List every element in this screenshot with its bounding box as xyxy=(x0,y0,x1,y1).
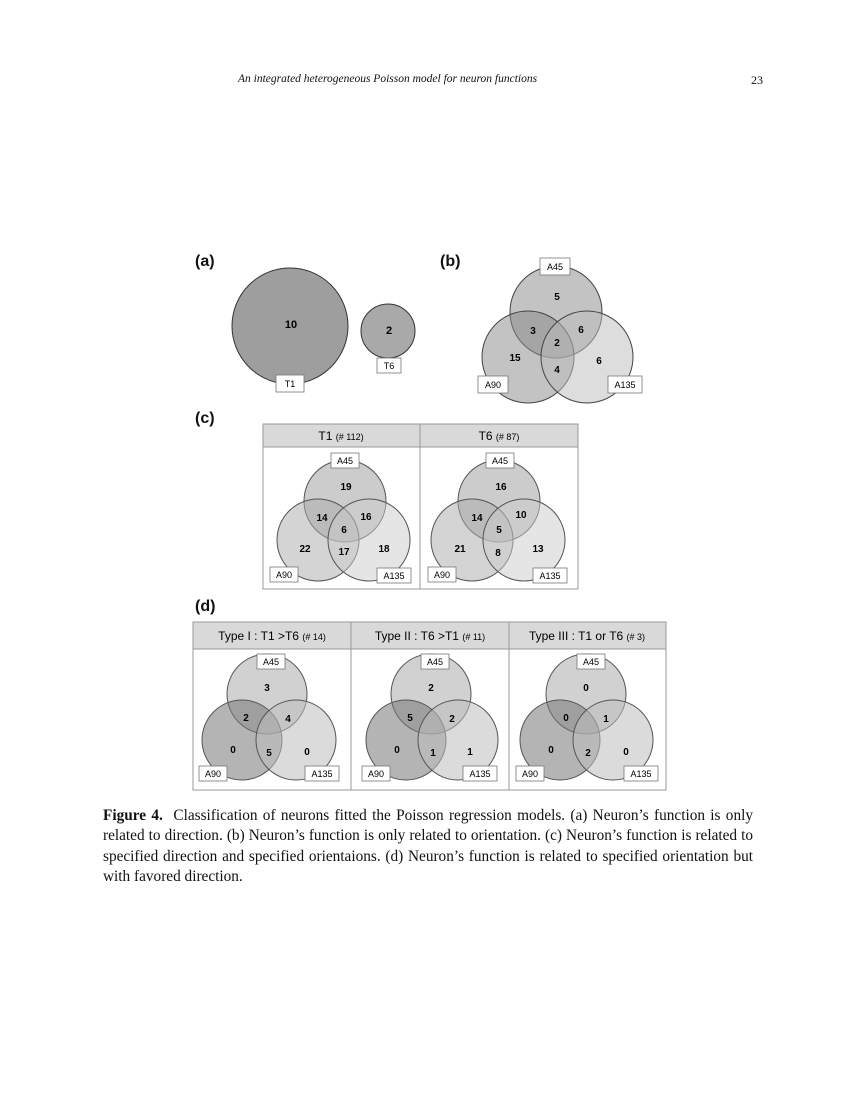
t6-count: 2 xyxy=(385,325,393,337)
region-a45-a135: 10 xyxy=(515,510,527,521)
region-a135: 6 xyxy=(596,356,602,367)
a45-tag-label: A45 xyxy=(336,456,354,466)
region-a135: 13 xyxy=(532,544,544,555)
t1-tag-label: T1 xyxy=(284,379,296,389)
panel-a-venn xyxy=(232,268,415,392)
region-a90-a135: 2 xyxy=(585,748,591,759)
a45-tag-label: A45 xyxy=(262,657,280,667)
region-a45: 0 xyxy=(583,683,589,694)
region-a45: 5 xyxy=(554,292,560,303)
region-a135: 1 xyxy=(467,747,473,758)
region-a45-a90: 2 xyxy=(243,713,249,724)
a90-tag-label: A90 xyxy=(433,570,451,580)
figure-caption xyxy=(103,806,753,887)
t1-count: 10 xyxy=(284,319,298,331)
region-a45: 19 xyxy=(340,482,352,493)
region-a135: 0 xyxy=(304,747,310,758)
caption-text: Classification of neurons fitted the Poisson regression models. (a) Neuron’s function is only related to direction. (b) Neuron’s function is only related to orientation. (c) Neuron’s function is related to specified direction and specified orientaions. (d) Neuron’s function is related to specified orientation but with favored direction. xyxy=(103,807,753,885)
region-a90: 0 xyxy=(230,745,236,756)
panel-b-label: (b) xyxy=(440,253,461,270)
region-a90-a135: 1 xyxy=(430,748,436,759)
region-a45-a90: 3 xyxy=(530,326,536,337)
running-title: An integrated heterogeneous Poisson model for neuron functions xyxy=(238,73,538,85)
panel-c-header-t1: T1 (# 112) xyxy=(318,429,364,443)
panel-d-header-type1: Type I : T1 >T6 (# 14) xyxy=(218,629,326,643)
region-all: 5 xyxy=(496,525,502,536)
region-a90: 0 xyxy=(394,745,400,756)
caption-label: Figure 4. xyxy=(103,807,163,824)
region-a90: 22 xyxy=(299,544,311,555)
region-all: 6 xyxy=(341,525,347,536)
region-a45: 3 xyxy=(264,683,270,694)
region-a90-a135: 5 xyxy=(266,748,272,759)
region-a90-a135: 8 xyxy=(495,548,501,559)
a90-tag-label: A90 xyxy=(275,570,293,580)
panel-c-label: (c) xyxy=(195,410,215,427)
region-a45-a90: 0 xyxy=(563,713,569,724)
region-a90: 15 xyxy=(509,353,521,364)
region-a135: 0 xyxy=(623,747,629,758)
panel-b-venn xyxy=(478,258,642,403)
panel-d-label: (d) xyxy=(195,598,216,615)
region-a135: 18 xyxy=(378,544,390,555)
a135-tag-label: A135 xyxy=(614,380,636,390)
region-a45-a135: 2 xyxy=(449,714,455,725)
panel-d-header-type2: Type II : T6 >T1 (# 11) xyxy=(374,629,486,643)
a90-tag-label: A90 xyxy=(367,769,385,779)
region-a45-a135: 16 xyxy=(360,512,372,523)
region-a90: 21 xyxy=(454,544,466,555)
a135-tag-label: A135 xyxy=(469,769,491,779)
a45-tag-label: A45 xyxy=(546,262,564,272)
region-a45-a135: 4 xyxy=(285,714,291,725)
region-a45-a90: 14 xyxy=(471,513,483,524)
panel-d-header-type3: Type III : T1 or T6 (# 3) xyxy=(528,629,646,643)
region-a45: 16 xyxy=(495,482,507,493)
region-all: 2 xyxy=(554,338,560,349)
region-a45-a135: 6 xyxy=(578,325,584,336)
a135-tag-label: A135 xyxy=(539,571,561,581)
region-a45-a90: 14 xyxy=(316,513,328,524)
panel-a-label: (a) xyxy=(195,253,215,270)
region-a90-a135: 4 xyxy=(554,365,560,376)
region-a45: 2 xyxy=(428,683,434,694)
t6-tag-label: T6 xyxy=(383,361,395,371)
panel-c-header-t6: T6 (# 87) xyxy=(478,429,520,443)
region-a90-a135: 17 xyxy=(338,547,350,558)
a90-tag-label: A90 xyxy=(484,380,502,390)
page-number: 23 xyxy=(751,73,763,87)
a90-tag-label: A90 xyxy=(204,769,222,779)
region-a90: 0 xyxy=(548,745,554,756)
a45-tag-label: A45 xyxy=(491,456,509,466)
a45-tag-label: A45 xyxy=(426,657,444,667)
a135-tag-label: A135 xyxy=(311,769,333,779)
region-a45-a135: 1 xyxy=(603,714,609,725)
region-a45-a90: 5 xyxy=(407,713,413,724)
a135-tag-label: A135 xyxy=(630,769,652,779)
a45-tag-label: A45 xyxy=(582,657,600,667)
a90-tag-label: A90 xyxy=(521,769,539,779)
a135-tag-label: A135 xyxy=(383,571,405,581)
